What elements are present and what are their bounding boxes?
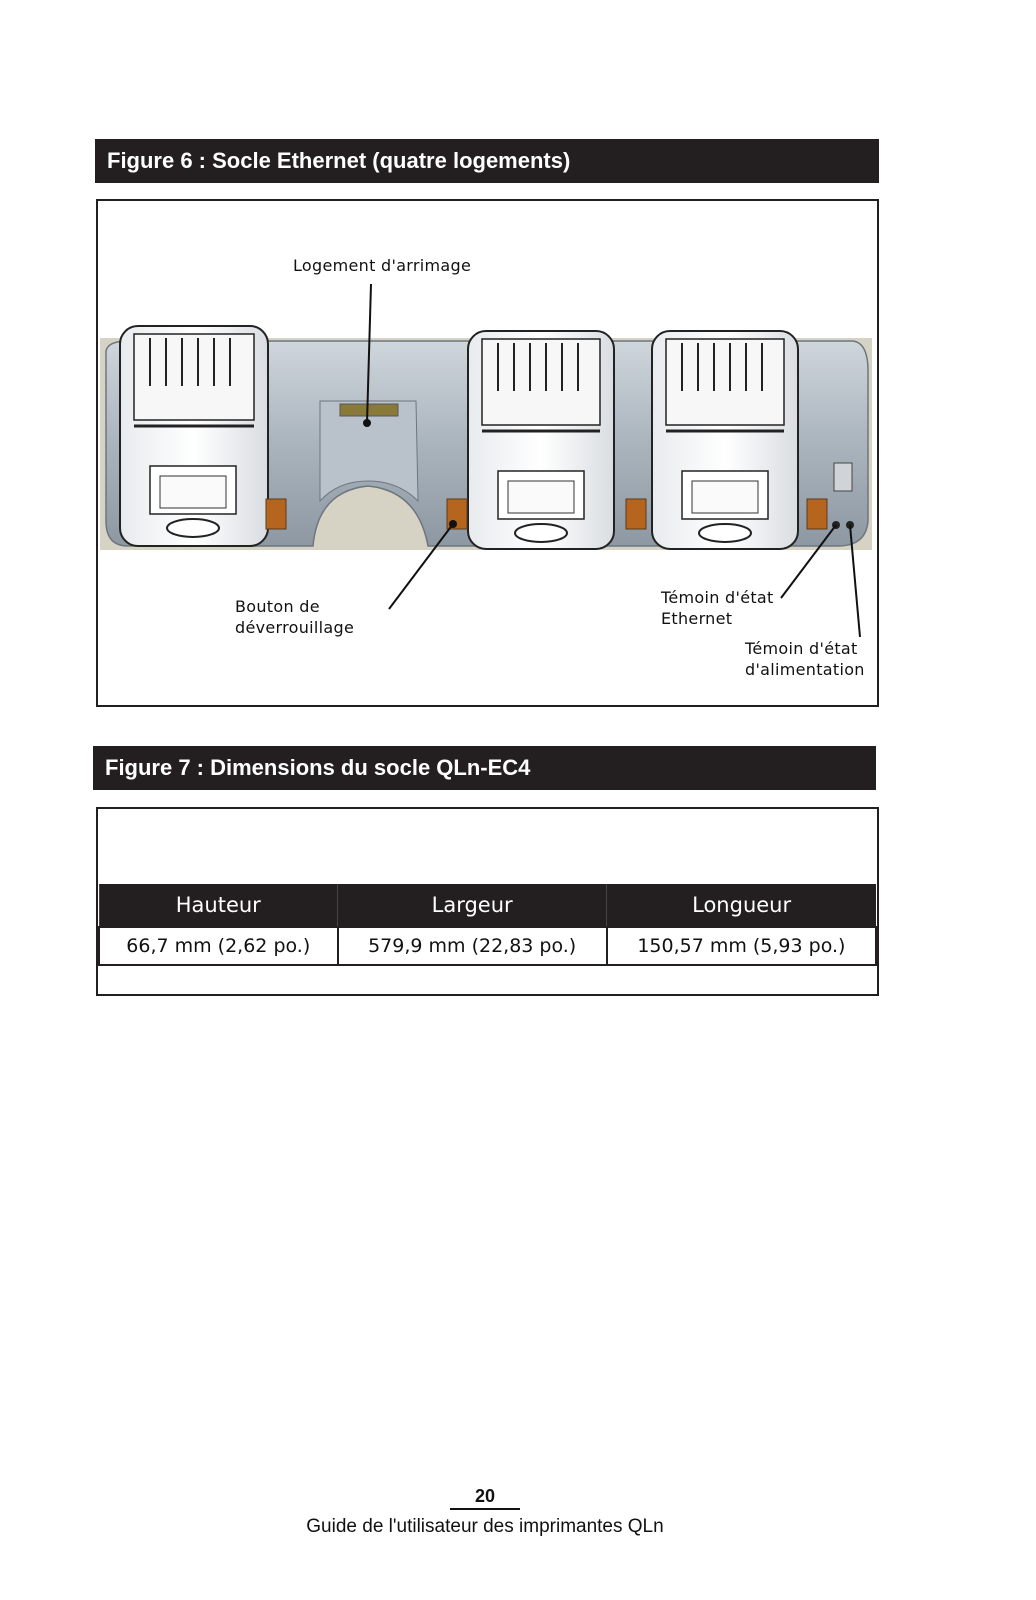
release-button-3 — [626, 499, 646, 529]
figure-6-title: Figure 6 : Socle Ethernet (quatre logements) — [95, 139, 879, 183]
figure-7-frame — [96, 807, 879, 996]
guide-title: Guide de l'utilisateur des imprimantes QLn — [306, 1516, 664, 1537]
release-button-label: Bouton de déverrouillage — [235, 597, 355, 637]
figure-6-frame — [96, 199, 879, 707]
printer-3 — [652, 331, 798, 549]
ethernet-status-label: Témoin d'état Ethernet — [661, 588, 774, 628]
header-height: Hauteur — [99, 884, 338, 927]
docking-connector — [340, 404, 398, 416]
printer-1 — [120, 326, 268, 546]
header-length: Longueur — [607, 884, 876, 927]
value-length: 150,57 mm (5,93 po.) — [607, 927, 876, 965]
power-status-label: Témoin d'état d'alimentation — [745, 639, 865, 679]
release-button-4 — [807, 499, 827, 529]
ethernet-port — [834, 463, 852, 491]
docking-slot-label: Logement d'arrimage — [293, 256, 472, 275]
value-width: 579,9 mm (22,83 po.) — [338, 927, 607, 965]
printer-2 — [468, 331, 614, 549]
ethernet-cradle-illustration — [98, 201, 877, 705]
dimensions-table — [98, 884, 877, 966]
dimensions-header-row — [99, 884, 876, 927]
value-height: 66,7 mm (2,62 po.) — [99, 927, 338, 965]
page-number: 20 — [450, 1486, 520, 1510]
dimensions-value-row — [99, 927, 876, 965]
figure-7-title: Figure 7 : Dimensions du socle QLn-EC4 — [93, 746, 876, 790]
release-button-1 — [266, 499, 286, 529]
header-width: Largeur — [338, 884, 607, 927]
